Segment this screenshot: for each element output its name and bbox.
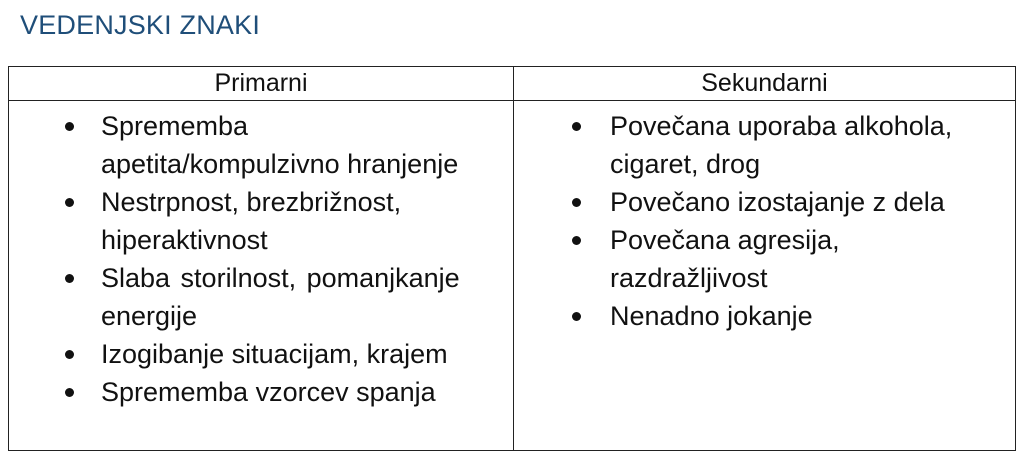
list-item-line: razdražljivost [610,263,768,293]
list-item [514,107,1009,183]
list-item [9,259,507,335]
secondary-signs-cell [514,101,1016,451]
list-item [9,183,507,259]
behavioral-signs-table [8,66,1016,451]
list-item-line: Povečana agresija, [610,225,840,255]
list-item-line: Nestrpnost, brezbrižnost, [101,187,402,217]
list-item-line: hiperaktivnost [101,225,268,255]
bullet-icon [572,122,581,131]
list-item-line: Sprememba vzorcev spanja [101,377,436,407]
list-item [514,297,1009,335]
list-item [514,221,1009,297]
list-item-line: apetita/kompulzivno hranjenje [101,149,459,179]
primary-signs-list [9,107,507,411]
list-item-line: Nenadno jokanje [610,301,813,331]
bullet-icon [572,198,581,207]
list-item-line: Sprememba [101,111,249,141]
table-row [9,101,1016,451]
bullet-icon [65,350,74,359]
bullet-icon [572,312,581,321]
column-header-secondary: Sekundarni [514,67,1016,101]
bullet-icon [65,388,74,397]
bullet-icon [65,198,74,207]
list-item [9,107,507,183]
list-item-line: energije [101,301,198,331]
column-header-primary: Primarni [9,67,514,101]
list-item-line: Povečana uporaba alkohola, [610,111,953,141]
secondary-signs-list [514,107,1009,335]
table-header-row [9,67,1016,101]
list-item [9,373,507,411]
list-item [514,183,1009,221]
list-item-line: Izogibanje situacijam, krajem [101,339,448,369]
list-item-line: Povečano izostajanje z dela [610,187,945,217]
list-item-line: cigaret, drog [610,149,761,179]
list-item-line: Slaba storilnost, pomanjkanje [101,263,460,293]
bullet-icon [65,122,74,131]
primary-signs-cell [9,101,514,451]
page-title: VEDENJSKI ZNAKI [20,10,261,40]
list-item [9,335,507,373]
bullet-icon [572,236,581,245]
bullet-icon [65,274,74,283]
